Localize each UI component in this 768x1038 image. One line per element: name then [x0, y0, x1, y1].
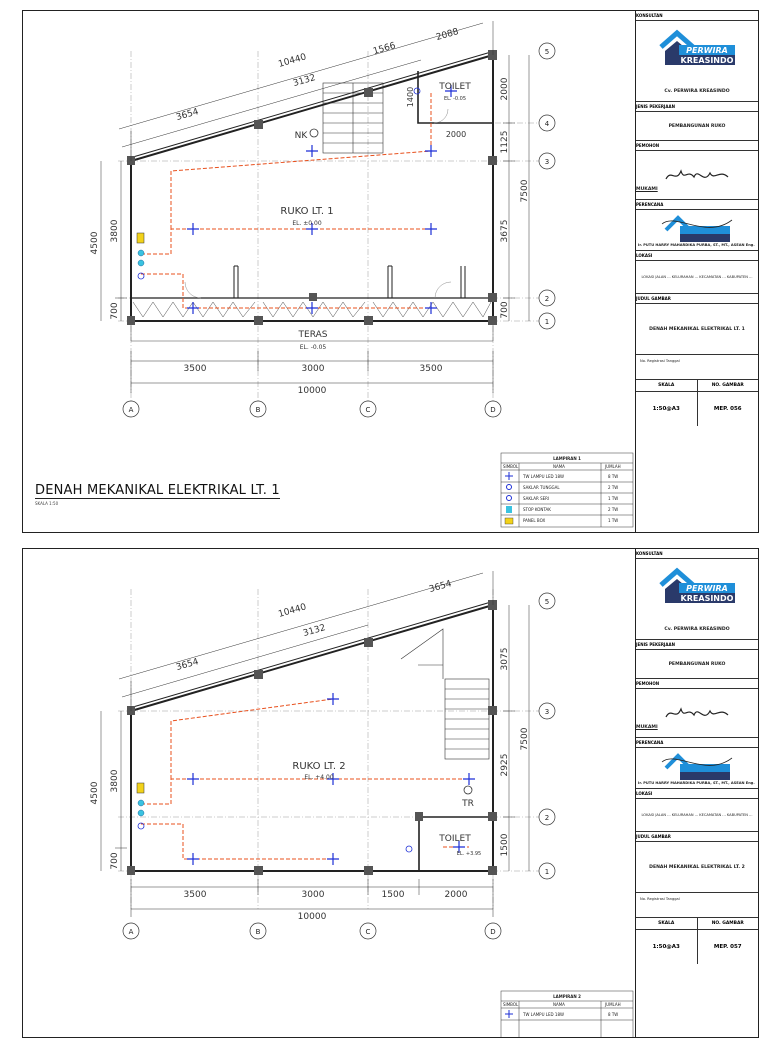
pekerjaan-heading: JENIS PEKERJAAN [636, 102, 758, 112]
dim-top-3654-right: 3654 [428, 579, 453, 596]
dim-right-total: 7500 [520, 179, 530, 203]
keterangan: No. Registrasi Tanggal [640, 359, 680, 363]
dim-top-3654-left: 3654 [175, 657, 200, 674]
pemohon-heading: PEMOHON [636, 679, 758, 689]
legend-head-jumlah: JUMLAH [605, 1002, 621, 1007]
legend-head-jumlah: JUMLAH [605, 464, 621, 469]
grid-col-a: A [128, 406, 134, 414]
dim-right-700: 700 [500, 301, 510, 319]
dim-left-700: 700 [110, 852, 120, 870]
grid-col-b: B [255, 406, 261, 414]
grid-col-b: B [255, 928, 261, 936]
skala-heading: SKALA [658, 921, 675, 926]
dim-bottom-2: 3000 [301, 364, 325, 374]
skala-heading: SKALA [658, 383, 675, 388]
grid-row-2: 2 [544, 814, 550, 822]
dim-bottom-2: 3000 [301, 890, 325, 900]
dim-top-total: 10440 [277, 602, 308, 620]
dim-bottom-1: 3500 [183, 364, 207, 374]
floor-plan-lt1 [23, 11, 638, 533]
dim-top-3132: 3132 [302, 623, 327, 640]
legend-item-qty: 2 TW [608, 485, 619, 490]
perencana-value: Ir. PUTU HARRY MAHARDIKA PURBA, ST., MT., ASEAN Eng. [638, 781, 755, 785]
consultant-section [636, 559, 758, 640]
legend-item-qty: 8 TW [608, 474, 619, 479]
legend-item-name: TW LAMPU LED 18W [523, 1012, 564, 1017]
drawing-sheet-2 [22, 548, 759, 1038]
nk-label: NK [294, 131, 308, 141]
consultant-section [636, 21, 758, 102]
dim-bottom-total: 10000 [297, 912, 327, 922]
toilet-elevation: EL. -0.05 [443, 96, 467, 102]
dim-top-total: 10440 [277, 52, 308, 70]
stamp-area [636, 210, 758, 251]
stamp-area [636, 748, 758, 789]
no-gambar-heading: NO. GAMBAR [697, 918, 759, 929]
grid-row-5: 5 [544, 48, 550, 56]
grid-row-1: 1 [544, 868, 550, 876]
legend-item-name: SAKLAR SERI [523, 496, 550, 501]
toilet-elevation: EL. +3.95 [456, 851, 482, 857]
perencana-heading: PERENCANA [636, 738, 758, 748]
dim-bottom-total: 10000 [297, 386, 327, 396]
no-gambar-value: MEP. 057 [697, 930, 759, 964]
grid-row-3: 3 [544, 158, 550, 166]
legend-item-qty: 2 TW [608, 507, 619, 512]
skala-value: 1:50@A3 [652, 944, 680, 950]
legend-title: LAMPIRAN 2 [553, 994, 581, 999]
skala-value: 1:50@A3 [652, 406, 680, 412]
dim-left-3800: 3800 [110, 219, 120, 243]
pemohon-heading: PEMOHON [636, 141, 758, 151]
dim-bottom-3: 1500 [381, 890, 405, 900]
judul-value: DENAH MEKANIKAL ELEKTRIKAL LT. 1 [649, 326, 745, 332]
lokasi-heading: LOKASI [636, 789, 758, 799]
title-underline [35, 498, 280, 499]
toilet-label: TOILET [439, 834, 471, 844]
lokasi-value: LOKASI JALAN ... KELURAHAN ... KECAMATAN ... KABUPATEN ... [641, 813, 753, 817]
signature-area [636, 151, 758, 200]
grid-col-d: D [490, 928, 496, 936]
legend-item-qty: 1 TW [608, 496, 619, 501]
drawing-sheet-1 [22, 10, 759, 533]
logo-line2: KREASINDO [680, 594, 734, 603]
dim-left-3800: 3800 [110, 769, 120, 793]
teras-label: TERAS [298, 330, 328, 340]
lokasi-heading: LOKASI [636, 251, 758, 261]
dim-right-1500: 1500 [500, 833, 510, 857]
legend-item-name: SAKLAR TUNGGAL [523, 485, 560, 490]
judul-heading: JUDUL GAMBAR [636, 294, 758, 304]
legend-item-qty: 8 TW [608, 1012, 619, 1017]
legend-head-simbol: SIMBOL [503, 464, 519, 469]
dim-bottom-1: 3500 [183, 890, 207, 900]
room-elevation: EL. ±0.00 [292, 220, 322, 227]
dim-toilet-2000: 2000 [445, 130, 467, 139]
room-label-ruko-lt2: RUKO LT. 2 [292, 761, 346, 772]
legend-item-name: TW LAMPU LED 18W [523, 474, 564, 479]
legend-head-nama: NAMA [553, 464, 565, 469]
pekerjaan-heading: JENIS PEKERJAAN [636, 640, 758, 650]
toilet-label: TOILET [439, 82, 471, 92]
room-elevation: EL. +4.00 [304, 774, 334, 781]
grid-col-c: C [365, 406, 371, 414]
grid-row-5: 5 [544, 598, 550, 606]
plan-scale: SKALA 1:50 [35, 501, 59, 506]
owner-name: MUKAMI [636, 725, 658, 730]
grid-row-2: 2 [544, 295, 550, 303]
legend-item-name: STOP KONTAK [523, 507, 551, 512]
dim-right-1125: 1125 [500, 130, 510, 154]
grid-col-d: D [490, 406, 496, 414]
no-gambar-value: MEP. 056 [697, 392, 759, 426]
judul-value: DENAH MEKANIKAL ELEKTRIKAL LT. 2 [649, 864, 745, 870]
no-gambar-heading: NO. GAMBAR [697, 380, 759, 391]
firm-name: Cv. PERWIRA KREASINDO [664, 627, 730, 632]
dim-stair-1400: 1400 [406, 86, 415, 108]
konsultan-heading: KONSULTAN [636, 549, 758, 559]
grid-row-3: 3 [544, 708, 550, 716]
title-block-1 [635, 11, 758, 532]
grid-col-c: C [365, 928, 371, 936]
dim-right-3075: 3075 [500, 647, 510, 671]
dim-bottom-3: 3500 [419, 364, 443, 374]
grid-row-1: 1 [544, 318, 550, 326]
lamp-symbols [187, 85, 457, 314]
judul-heading: JUDUL GAMBAR [636, 832, 758, 842]
dim-right-2000: 2000 [500, 77, 510, 101]
perencana-heading: PERENCANA [636, 200, 758, 210]
dim-bottom-4: 2000 [444, 890, 468, 900]
dim-left-700: 700 [110, 302, 120, 320]
logo-line2: KREASINDO [680, 56, 734, 65]
dim-right-3675: 3675 [500, 219, 510, 243]
konsultan-heading: KONSULTAN [636, 11, 758, 21]
dim-top-2088: 2088 [435, 27, 460, 44]
company-logo [657, 21, 737, 69]
grid-row-4: 4 [544, 120, 550, 128]
legend-item-qty: 1 TW [608, 518, 619, 523]
room-label-ruko-lt1: RUKO LT. 1 [280, 206, 334, 217]
dim-top-1566: 1566 [372, 41, 397, 58]
owner-name: MUKAMI [636, 187, 658, 192]
grid-col-a: A [128, 928, 134, 936]
dim-left-total: 4500 [90, 781, 100, 805]
perencana-value: Ir. PUTU HARRY MAHARDIKA PURBA, ST., MT., ASEAN Eng. [638, 243, 755, 247]
teras-elevation: EL. -0.05 [299, 344, 327, 351]
company-logo [657, 559, 737, 607]
floor-plan-lt2 [23, 549, 638, 1038]
legend-item-name: PANEL BOX [523, 518, 546, 523]
dim-top-3132: 3132 [292, 73, 317, 90]
signature-area [636, 689, 758, 738]
firm-name: Cv. PERWIRA KREASINDO [664, 89, 730, 94]
dim-right-2925: 2925 [500, 753, 510, 777]
plan-title: DENAH MEKANIKAL ELEKTRIKAL LT. 1 [35, 483, 280, 498]
pekerjaan-value: PEMBANGUNAN RUKO [668, 661, 726, 667]
legend-title: LAMPIRAN 1 [553, 456, 581, 461]
lokasi-value: LOKASI JALAN ... KELURAHAN ... KECAMATAN ... KABUPATEN ... [641, 275, 753, 279]
logo-line1: PERWIRA [686, 584, 728, 593]
pekerjaan-value: PEMBANGUNAN RUKO [668, 123, 726, 129]
dim-top-3654: 3654 [175, 107, 200, 124]
title-block-2 [635, 549, 758, 1037]
dim-left-total: 4500 [90, 231, 100, 255]
tr-label: TR [462, 799, 474, 809]
logo-line1: PERWIRA [686, 46, 728, 55]
keterangan: No. Registrasi Tanggal [640, 897, 680, 901]
legend-head-simbol: SIMBOL [503, 1002, 519, 1007]
legend-head-nama: NAMA [553, 1002, 565, 1007]
dim-right-total: 7500 [520, 727, 530, 751]
